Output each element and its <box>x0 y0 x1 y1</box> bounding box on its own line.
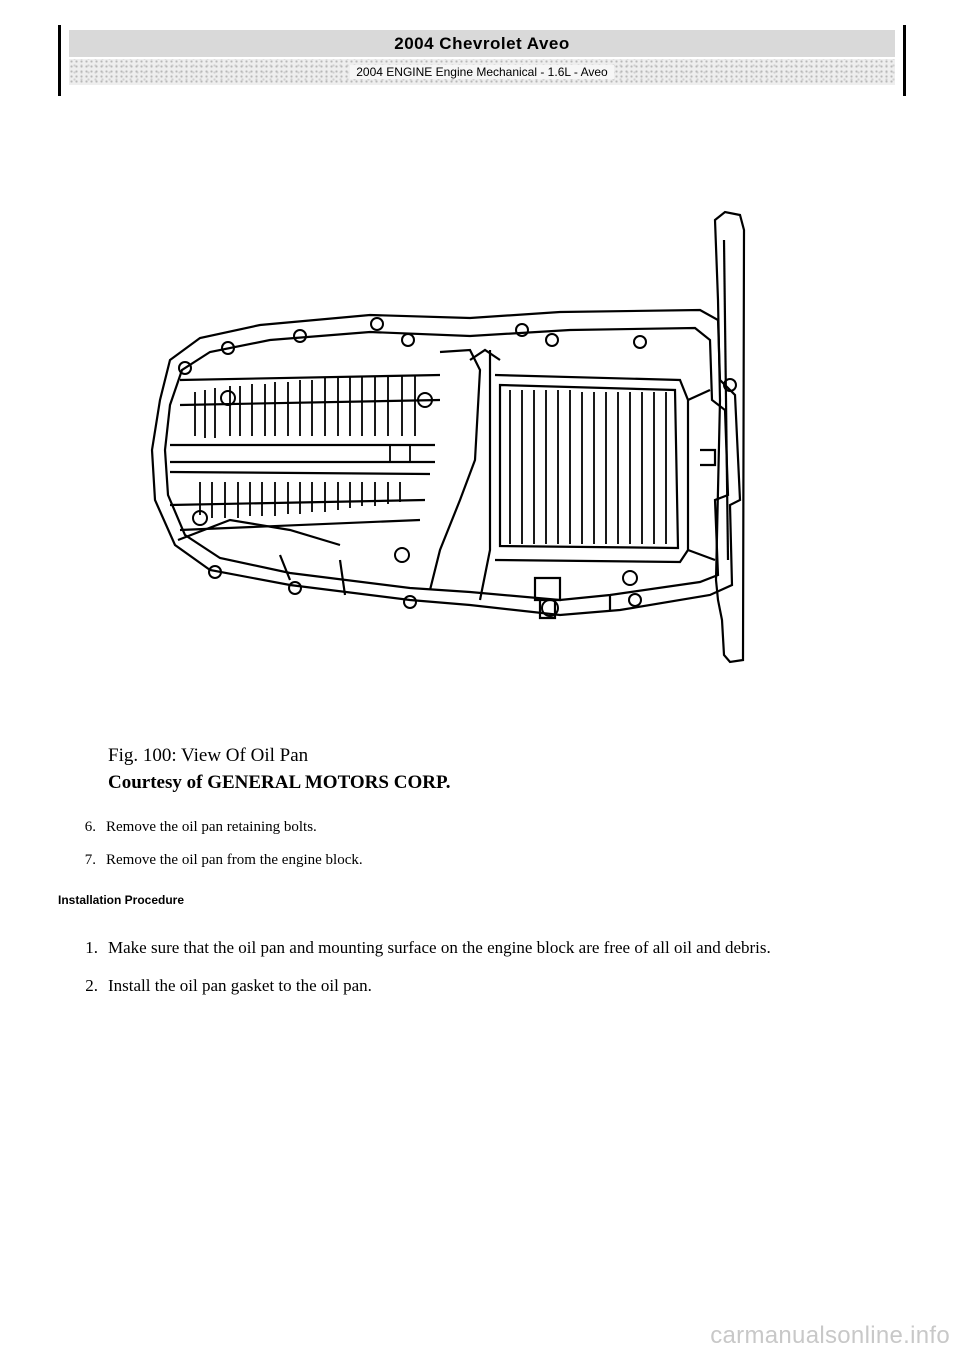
list-item <box>70 850 890 870</box>
figure-caption-title: Fig. 100: View Of Oil Pan <box>108 745 309 766</box>
list-item <box>70 935 890 960</box>
oil-pan-illustration <box>140 200 780 680</box>
watermark-link[interactable]: carmanualsonline.info <box>710 1322 950 1349</box>
step-number: 6. <box>84 819 96 835</box>
list-item <box>70 817 890 837</box>
document-title: 2004 Chevrolet Aveo <box>69 30 895 57</box>
step-text: Install the oil pan gasket to the oil pan. <box>108 976 372 995</box>
step-number: 7. <box>84 852 96 868</box>
removal-steps-list <box>70 817 890 883</box>
step-number: 1. <box>85 938 98 957</box>
installation-steps-list <box>70 935 890 1011</box>
figure-caption-credit: Courtesy of GENERAL MOTORS CORP. <box>108 772 451 793</box>
list-item <box>70 973 890 998</box>
step-number: 2. <box>85 976 98 995</box>
section-heading: Installation Procedure <box>58 893 185 907</box>
figure-caption <box>108 742 451 796</box>
step-text: Remove the oil pan from the engine block. <box>106 852 363 868</box>
page-header <box>58 25 906 96</box>
step-text: Remove the oil pan retaining bolts. <box>106 819 317 835</box>
document-subtitle-text: 2004 ENGINE Engine Mechanical - 1.6L - Aveo <box>350 65 613 79</box>
document-subtitle <box>69 59 895 85</box>
step-text: Make sure that the oil pan and mounting surface on the engine block are free of all oil and debris. <box>108 938 771 957</box>
